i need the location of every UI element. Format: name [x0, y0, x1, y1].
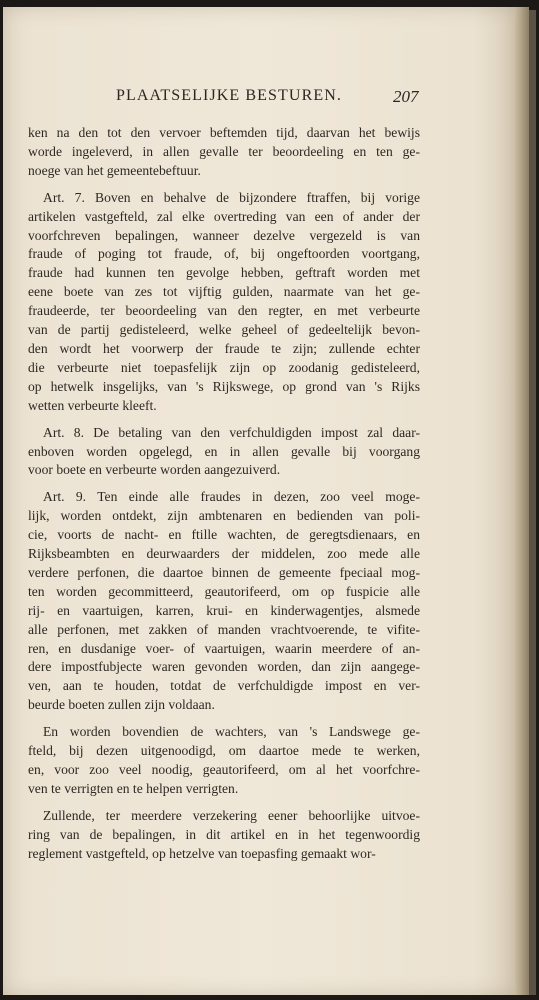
running-head: PLAATSELIJKE BESTUREN.	[116, 87, 342, 104]
text-line: dere impostfubjecte waren gevonden worden, dan zijn aangege-	[28, 659, 420, 675]
text-line: op hetwelk insgelijks, van 's Rijkswege, op grond van 's Rijks	[28, 378, 420, 394]
text-line: ken na den tot den vervoer beftemden tijd, daarvan het bewijs	[28, 125, 420, 140]
text-line: reglement vastgefteld, op hetzelve van toepasfing gemaakt wor-	[28, 845, 376, 861]
text-line: Zullende, ter meerdere verzekering eener behoorlijke uitvoe-	[43, 807, 420, 823]
text-line: rij- en vaartuigen, karren, krui- en kinderwagentjes, alsmede	[28, 602, 420, 618]
text-line: Art. 9. Ten einde alle fraudes in dezen, zoo veel moge-	[43, 489, 420, 505]
text-line: van de partij gedisteleerd, welke geheel of gedeeltelijk bevon-	[28, 322, 420, 338]
page-number: 207	[393, 87, 419, 106]
paragraph	[28, 807, 420, 864]
page-edge-shadow	[529, 10, 536, 995]
text-line: beurde boeten zullen zijn voldaan.	[28, 697, 215, 713]
paragraph	[28, 723, 420, 799]
text-line: Art. 8. De betaling van den verfchuldigden impost zal daar-	[43, 424, 420, 440]
text-line: lijk, worden ontdekt, zijn ambtenaren en bedienden van poli-	[28, 508, 420, 524]
page-edge	[515, 7, 529, 995]
text-line: alle perfonen, met zakken of manden vrachtvoerende, te vifite-	[28, 621, 420, 637]
text-line: en, voor zoo veel noodig, geautorifeerd, om al het voorfchre-	[28, 762, 420, 777]
text-line: wetten verbeurte kleeft.	[28, 397, 157, 413]
book-page	[3, 7, 515, 995]
text-line: fraudeerde, ter beoordeeling van den regter, en met verbeurte	[28, 303, 420, 319]
text-line: den wordt het voorwerp der fraude te zijn; zullende echter	[28, 340, 420, 356]
text-line: enboven worden opgelegd, en in allen gevalle bij voorgang	[28, 443, 420, 459]
text-line: fteld, bij dezen uitgenoodigd, om daartoe mede te werken,	[28, 743, 420, 759]
text-line: voorfchreven bepalingen, wanneer dezelve vergezeld is van	[28, 227, 420, 243]
text-line: die verbeurte niet toepasfelijk zijn op zoodanig gedisteleerd,	[28, 359, 420, 375]
text-line: artikelen vastgefteld, zal elke overtreding van een of ander der	[28, 208, 420, 224]
paragraph	[28, 488, 420, 715]
body-text	[28, 124, 420, 864]
text-line: ring van de bepalingen, in dit artikel en in het tegenwoordig	[28, 826, 420, 842]
text-line: ren, en dusdanige voer- of vaartuigen, waarin meerdere of an-	[28, 640, 420, 656]
text-line: ven, aan te houden, totdat de verfchuldigde impost en ver-	[28, 678, 420, 694]
paragraph	[28, 424, 420, 481]
text-line: eene boete van zes tot vijftig gulden, naarmate van het ge-	[28, 284, 420, 300]
paragraph	[28, 189, 420, 416]
text-line: worde ingeleverd, in allen gevalle ter beoordeeling en ten ge-	[28, 143, 420, 159]
page-header	[3, 87, 515, 111]
text-line: ten worden gecommitteerd, geautorifeerd, om op fuspicie alle	[28, 583, 420, 599]
text-line: En worden bovendien de wachters, van 's Landswege ge-	[43, 724, 420, 740]
text-line: voor boete en verbeurte worden aangezuiverd.	[28, 462, 281, 478]
text-line: cie, voorts de nacht- en ftille wachten, de geregtsdienaars, en	[28, 527, 420, 543]
text-line: Rijksbeambten en deurwaarders der middelen, zoo mede alle	[28, 546, 420, 562]
text-line: ven te verrigten en te helpen verrigten.	[28, 780, 239, 796]
text-line: fraude had kunnen ten gevolge hebben, geftraft worden met	[28, 265, 420, 281]
text-line: Art. 7. Boven en behalve de bijzondere ftraffen, bij vorige	[43, 189, 420, 205]
text-line: fraude of poging tot fraude, of, bij ongeftoorden voortgang,	[28, 246, 420, 262]
text-line: noege van het gemeentebeftuur.	[28, 162, 201, 178]
paragraph	[28, 124, 420, 181]
text-line: verdere perfonen, die daartoe binnen de gemeente fpeciaal mog-	[28, 564, 420, 580]
